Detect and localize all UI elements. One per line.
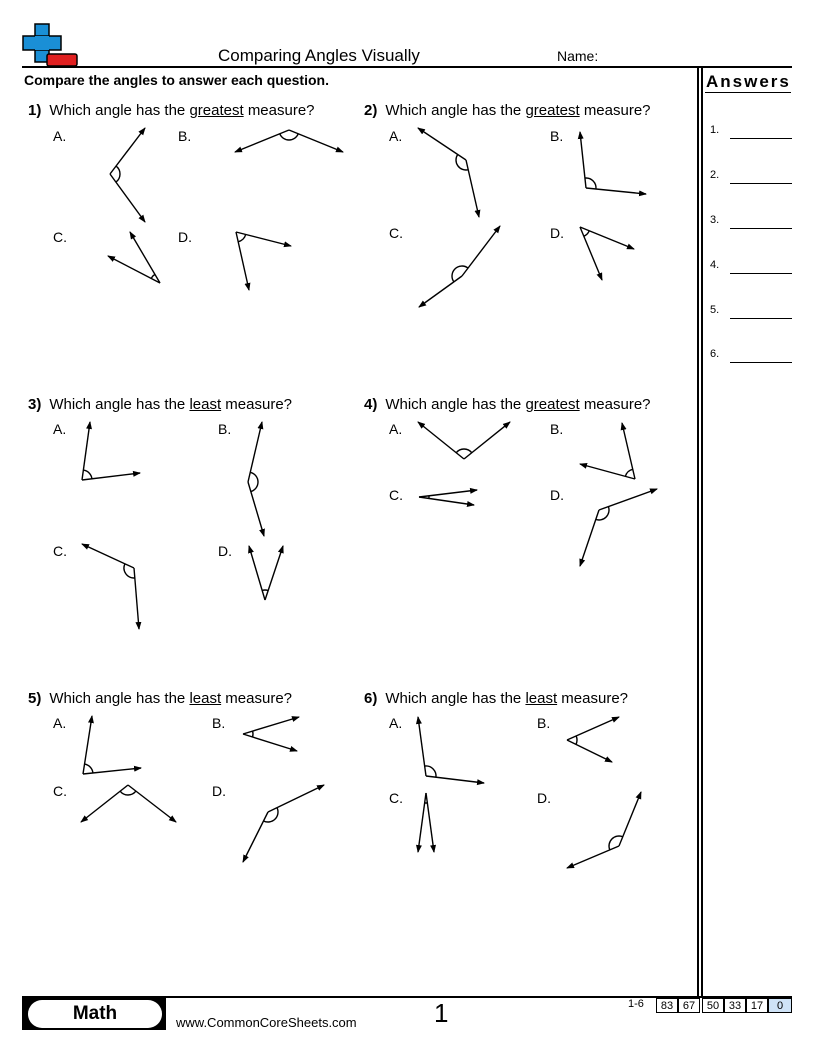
question-prefix: Which angle has the	[49, 690, 186, 707]
angle-ray	[567, 717, 619, 740]
angle-ray	[248, 482, 264, 536]
question-number: 1)	[28, 102, 42, 119]
answers-heading: Answers	[706, 72, 791, 91]
angle-figure	[418, 717, 484, 783]
name-label: Name:	[557, 48, 599, 64]
answer-label-2: 2.	[710, 169, 720, 181]
angle-figure	[235, 130, 343, 152]
angle-arc	[238, 234, 246, 241]
q5-option-b: B.	[212, 715, 226, 731]
question-suffix: measure?	[583, 396, 651, 413]
score-cell: 50	[702, 998, 724, 1013]
q6-option-a: A.	[389, 715, 403, 731]
angle-ray	[619, 792, 641, 846]
angle-ray	[289, 130, 343, 152]
angle-ray	[419, 490, 477, 497]
site-url[interactable]: www.CommonCoreSheets.com	[176, 1015, 357, 1030]
question-prefix: Which angle has the	[49, 102, 186, 119]
angle-arc	[250, 472, 258, 491]
angle-ray	[419, 497, 474, 505]
angle-arc	[452, 266, 468, 282]
q6-option-c: C.	[389, 790, 403, 806]
page-number: 1	[434, 998, 449, 1028]
question-number: 5)	[28, 690, 42, 707]
q3-option-a: A.	[53, 421, 67, 437]
answer-label-6: 6.	[710, 348, 720, 360]
angle-arc	[584, 231, 589, 236]
angle-figure	[580, 423, 635, 479]
answer-label-5: 5.	[710, 304, 720, 316]
question-keyword: greatest	[189, 102, 244, 119]
score-cell: 33	[724, 998, 746, 1013]
q3-option-b: B.	[218, 421, 232, 437]
angle-arc	[262, 590, 268, 591]
question-prefix: Which angle has the	[385, 690, 522, 707]
angle-figure	[580, 227, 634, 280]
q3-option-c: C.	[53, 543, 67, 559]
question-keyword: least	[525, 690, 558, 707]
angle-figure	[243, 785, 324, 862]
angle-figure	[82, 422, 140, 480]
q6-option-d: D.	[537, 790, 551, 806]
score-cell: 67	[678, 998, 700, 1013]
angle-figure	[83, 716, 141, 774]
instructions: Compare the angles to answer each question.	[24, 72, 329, 88]
q2-option-d: D.	[550, 225, 564, 241]
question-suffix: measure?	[247, 102, 315, 119]
angle-ray	[464, 422, 510, 459]
angle-figure	[418, 793, 434, 852]
angle-ray	[586, 188, 646, 194]
angle-figure	[567, 717, 619, 762]
angle-arc	[456, 449, 472, 453]
angle-ray	[243, 717, 299, 734]
question-suffix: measure?	[225, 396, 292, 413]
angle-ray	[567, 740, 612, 762]
angle-figure	[81, 785, 176, 822]
angle-arc	[85, 764, 93, 773]
question-prefix: Which angle has the	[49, 396, 186, 413]
question-keyword: least	[189, 690, 222, 707]
angle-ray	[110, 174, 145, 222]
angle-arc	[120, 791, 136, 795]
q4-option-c: C.	[389, 487, 403, 503]
angle-figure	[82, 544, 139, 629]
angle-arc	[264, 808, 278, 822]
angle-figure	[419, 490, 477, 505]
question-suffix: measure?	[561, 690, 628, 707]
q2-option-a: A.	[389, 128, 403, 144]
question-keyword: greatest	[525, 102, 580, 119]
angle-ray	[134, 568, 139, 629]
angle-figure	[580, 489, 657, 566]
question-prefix: Which angle has the	[385, 396, 522, 413]
question-keyword: least	[189, 396, 222, 413]
angle-figure	[108, 232, 160, 283]
q1-option-c: C.	[53, 229, 67, 245]
angle-figure	[567, 792, 641, 868]
angle-figure	[418, 422, 510, 459]
question-keyword: greatest	[525, 396, 580, 413]
angle-figure	[418, 128, 479, 217]
question-suffix: measure?	[583, 102, 651, 119]
q6-option-b: B.	[537, 715, 551, 731]
angle-ray	[466, 160, 479, 217]
angle-ray	[236, 232, 249, 290]
angle-ray	[426, 793, 434, 852]
angle-arc	[83, 470, 92, 479]
angle-ray	[248, 422, 262, 482]
angle-ray	[418, 422, 464, 459]
angle-ray	[580, 464, 635, 479]
angle-figure	[580, 132, 646, 194]
q4-option-b: B.	[550, 421, 564, 437]
score-cell: 0	[768, 998, 792, 1013]
angle-arc	[625, 469, 632, 476]
worksheet-title: Comparing Angles Visually	[218, 46, 420, 65]
subject-label: Math	[28, 1000, 162, 1028]
angle-ray	[82, 544, 134, 568]
question-number: 4)	[364, 396, 378, 413]
angle-arc	[576, 736, 577, 744]
q4-option-a: A.	[389, 421, 403, 437]
angle-ray	[265, 546, 283, 600]
q1-option-b: B.	[178, 128, 192, 144]
angle-figure	[249, 546, 283, 600]
question-number: 2)	[364, 102, 378, 119]
angle-ray	[599, 489, 657, 510]
question-suffix: measure?	[225, 690, 292, 707]
answer-label-3: 3.	[710, 214, 720, 226]
angle-ray	[128, 785, 176, 822]
angle-ray	[243, 734, 297, 751]
q5-option-a: A.	[53, 715, 67, 731]
angle-ray	[418, 128, 466, 160]
angle-ray	[426, 776, 484, 783]
q3-option-d: D.	[218, 543, 232, 559]
q1-option-d: D.	[178, 229, 192, 245]
angle-ray	[580, 510, 599, 566]
angle-figure	[110, 128, 145, 222]
angle-ray	[243, 812, 268, 862]
question-number: 3)	[28, 396, 42, 413]
angle-ray	[110, 128, 145, 174]
angle-arc	[151, 274, 155, 278]
question-number: 6)	[364, 690, 378, 707]
answer-label-1: 1.	[710, 124, 720, 136]
score-cell: 17	[746, 998, 768, 1013]
angle-figure	[419, 226, 500, 307]
angle-ray	[418, 717, 426, 776]
angle-arc	[280, 134, 299, 140]
question-prefix: Which angle has the	[385, 102, 522, 119]
angle-figure	[236, 232, 291, 290]
angle-ray	[419, 276, 462, 307]
angle-ray	[249, 546, 265, 600]
angle-figure	[248, 422, 264, 536]
q2-option-c: C.	[389, 225, 403, 241]
q4-option-d: D.	[550, 487, 564, 503]
answer-label-4: 4.	[710, 259, 720, 271]
angle-ray	[235, 130, 289, 152]
angle-figure	[243, 717, 299, 751]
q5-option-c: C.	[53, 783, 67, 799]
q1-option-a: A.	[53, 128, 67, 144]
q2-option-b: B.	[550, 128, 564, 144]
q5-option-d: D.	[212, 783, 226, 799]
angle-arc	[116, 166, 120, 182]
angle-ray	[580, 132, 586, 188]
score-cell: 83	[656, 998, 678, 1013]
angle-ray	[567, 846, 619, 868]
score-range-label: 1-6	[628, 998, 644, 1010]
angle-ray	[81, 785, 128, 822]
angle-ray	[418, 793, 426, 852]
